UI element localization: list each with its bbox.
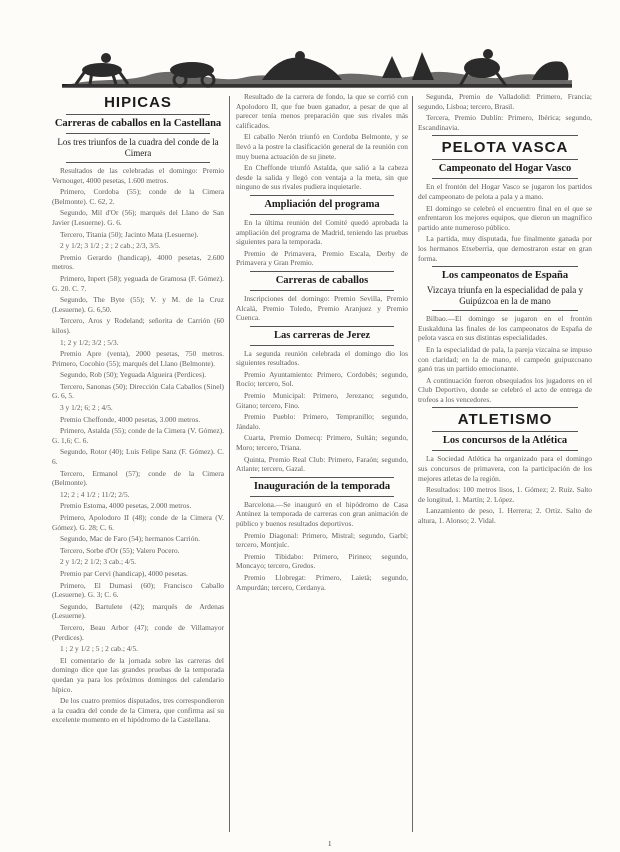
paragraph: Segundo, Mac de Faro (54); hermanos Carrión. [60, 534, 200, 544]
paragraph: El caballo Nerón triunfó en Cordoba Belmonte, y se llevó a la postre la clasificación general de la reunión con muy buena actuación de su jinete. [236, 132, 408, 161]
divider [250, 271, 394, 272]
paragraph: Inscripciones del domingo: Premio Sevilla, Premio Alcalá, Premio Toledo, Premio Aranjuez y Premio Cuenca. [236, 293, 408, 323]
paragraph: Cuarta, Premio Domecq: Primero, Sultán; segundo, Moro; tercero, Triana. [236, 433, 408, 453]
article-title: Inauguración de la temporada [253, 480, 391, 492]
paragraph: Primero, Cordoba (55); conde de la Cimera (Belmonte). C. 62, 2. [52, 187, 224, 206]
paragraph: Tercero, Sanonas (50); Dirección Cala Caballos (Sinel) G. 6, 5. [52, 381, 224, 401]
article-body [52, 166, 224, 725]
paragraph: Segundo, Rotor (40); Luis Felipe Sanz (F. Gómez). C. 6. [52, 447, 224, 467]
paragraph: Bilbao.—El domingo se jugaron en el frontón Euskalduna las finales de los campeonatos de España de pelota vasca en sus distintas especialidades. [418, 314, 592, 343]
paragraph: 1 ; 2 y 1/2 ; 5 ; 2 cab.; 4/5. [60, 644, 139, 654]
paragraph: Tercero, Beau Arbor (47); conde de Villamayor (Perdices). [52, 622, 224, 642]
article-title: Los campeonatos de España [441, 270, 569, 282]
paragraph: 1; 2 y 1/2; 3/2 ; 5/3. [60, 337, 119, 347]
divider [432, 310, 578, 311]
section-title-pelota-vasca: PELOTA VASCA [441, 139, 569, 157]
sports-banner-illustration [62, 40, 572, 96]
paragraph: Tercero, Ermanol (57); conde de la Cimera (Belmonte). [52, 468, 224, 488]
paragraph: 2 y 1/2; 2 1/2; 3 cab.; 4/5. [60, 557, 137, 567]
paragraph: La partida, muy disputada, fue finalmente ganada por los hermanos Etxeberria, que demostraron estar en gran forma. [418, 234, 592, 263]
paragraph: Resultado de la carrera de fondo, la que se corrió con Apolodoro II, que fue buen ganador, a pesar de que al parecer tenía menos preparación que sus rivales más calificados. [236, 92, 408, 130]
paragraph: Lanzamiento de peso, 1. Herrera; 2. Ortiz. Salto de altura, 1. Alonso; 2. Vidal. [418, 506, 592, 526]
paragraph: Resultados de las celebradas el domingo: Premio Vernouget, 4000 pesetas, 1.600 metros. [52, 166, 224, 185]
paragraph: Premio Llobregat: Primero, Laietà; segundo, Ampurdán; tercero, Cerdanya. [236, 572, 408, 592]
paragraph: Premio Gerardo (handicap), 4000 pesetas, 2.600 metros. [52, 252, 224, 272]
paragraph: Premio Estoma, 4000 pesetas, 2.000 metros. [60, 501, 192, 511]
paragraph: Primero, Astalda (55); conde de la Cimera (V. Gómez). G. 1,6; C. 6. [52, 426, 224, 445]
left-column [52, 92, 224, 834]
paragraph: 2 y 1/2; 3 1/2 ; 2 ; 2 cab.; 2/3, 3/5. [60, 241, 161, 251]
page-number: 1 [328, 840, 332, 848]
paragraph: La Sociedad Atlética ha organizado para el domingo sus concursos de primavera, con la participación de los mejores atletas de la región. [418, 454, 592, 483]
article-subtitle: Los tres triunfos de la cuadra del conde de la Cimera [57, 137, 219, 158]
article-title: Ampliación del programa [264, 198, 380, 210]
paragraph: Premio Cheffonde, 4000 pesetas, 3.000 metros. [60, 414, 201, 424]
right-column [418, 92, 592, 834]
paragraph: Segundo, The Byte (55); V. y M. de la Cruz (Lesuerne). G. 6,50. [52, 295, 224, 314]
paragraph: Premio Apre (venta), 2000 pesetas, 750 metros. Primero, Cocohio (55); marqués del Llano (Belmonte). [52, 349, 224, 368]
paragraph: El domingo se celebró el encuentro final en el que se enfrentaron los mejores equipos, que dieron un magnífico partido ante numeroso público. [418, 203, 592, 232]
paragraph: Segundo, Rob (50); Yeguada Algueira (Perdices). [60, 370, 207, 380]
paragraph: Premio Municipal: Primero, Jerezano; segundo, Gitano; tercero, Fino. [236, 391, 408, 410]
paragraph: Quinta, Premio Real Club: Primero, Faraón; segundo, Atlante; tercero, Gazal. [236, 454, 408, 474]
divider [250, 496, 394, 497]
paragraph: Tercero, Sorbe d'Or (55); Valero Pocero. [60, 545, 180, 555]
divider [432, 135, 578, 136]
column-divider [229, 96, 230, 832]
paragraph: Tercero, Titania (50); Jacinto Mata (Lesuerne). [60, 229, 199, 239]
paragraph: El comentario de la jornada sobre las carreras del domingo dice que las grandes pruebas de la temporada quedan ya para los próximos domingos del calendario hípico. [52, 655, 224, 694]
paragraph: Primero, Inpert (58); yeguada de Gramosa (F. Gómez). G. 20. C. 7. [52, 273, 224, 293]
paragraph: Resultados: 100 metros lisos, 1. Gómez; 2. Ruiz. Salto de longitud, 1. Martín; 2. López. [418, 485, 592, 504]
divider [250, 195, 394, 196]
paragraph: Segunda, Premio de Valladolid: Primero, Francia; segundo, Lisboa; tercero, Brasil. [418, 92, 592, 111]
paragraph: En la especialidad de pala, la pareja vizcaína se impuso con claridad; en la de mano, el campeón guipuzcoano ganó tras un partido emocionante. [418, 344, 592, 374]
paragraph: Premio par Cervi (handicap), 4000 pesetas. [60, 568, 188, 578]
paragraph: Tercero, Aros y Rodeland; señorita de Carrión (60 kilos). [52, 316, 224, 335]
article-title: Las carreras de Jerez [273, 329, 371, 341]
column-divider [412, 96, 413, 832]
paragraph: La segunda reunión celebrada el domingo dio los siguientes resultados. [236, 348, 408, 368]
divider [432, 159, 578, 160]
section-title-hipicas: HIPICAS [104, 94, 172, 111]
divider [432, 450, 578, 451]
paragraph: En Cheffonde triunfó Astalda, que salió a la cabeza desde la salida y llegó con ventaja a la meta, sin que ninguno de sus rivales pudiera inquietarle. [236, 163, 408, 192]
divider [66, 133, 210, 134]
paragraph: Premio Diagonal: Primero, Mistral; segundo, Garbí; tercero, Montjuïc. [236, 530, 408, 550]
paragraph: 12; 2 ; 4 1/2 ; 11/2; 2/5. [60, 489, 130, 499]
paragraph: Premio Pueblo: Primero, Tempranillo; segundo, Jándalo. [236, 412, 408, 431]
paragraph: Premio Ayuntamiento: Primero, Cordobés; segundo, Rocío; tercero, Sol. [236, 369, 408, 389]
banner-drawing [62, 40, 572, 96]
middle-column [236, 92, 408, 834]
paragraph: De los cuatro premios disputados, tres correspondieron a la cuadra del conde de la Cimera, que confirma así su excelente momento en el hipódromo de la Castellana. [52, 696, 224, 725]
paragraph: Barcelona.—Se inauguró en el hipódromo de Casa Antúnez la temporada de carreras con gran animación de público y buenos resultados deportivos. [236, 499, 408, 528]
paragraph: En el frontón del Hogar Vasco se jugaron los partidos del campeonato de pelota a pala y a mano. [418, 182, 592, 201]
divider [66, 114, 210, 115]
divider [250, 345, 394, 346]
divider [250, 214, 394, 215]
paragraph: Premio de Primavera, Premio Escala, Derby de Primavera y Gran Premio. [236, 248, 408, 268]
divider [432, 178, 578, 179]
divider [250, 326, 394, 327]
page-footer [0, 836, 620, 848]
article-subtitle: Vizcaya triunfa en la especialidad de pala y Guipúzcoa en la de mano [426, 285, 584, 307]
paragraph: Primero, Apolodoro II (48); conde de la Cimera (V. Gómez). G. 28; C. 6. [52, 513, 224, 532]
paragraph: Segundo, Bartulete (42); marqués de Ardenas (Lesuerne). [52, 601, 224, 621]
section-title-atletismo: ATLETISMO [457, 411, 553, 429]
divider [432, 431, 578, 432]
paragraph: Primero, El Dumasi (60); Francisco Caballo (Lesuerne). G. 3; C. 6. [52, 580, 224, 600]
paragraph: A continuación fueron obsequiados los jugadores en el Club Deportivo, donde se celebró el acto de entrega de trofeos a los vencedores. [418, 375, 592, 404]
divider [250, 477, 394, 478]
divider [432, 407, 578, 408]
article-title: Carreras de caballos en la Castellana [54, 118, 222, 129]
divider [432, 266, 578, 267]
article-title: Los concursos de la Atlética [442, 435, 568, 447]
paragraph: 3 y 1/2; 6; 2 ; 4/5. [60, 403, 113, 413]
paragraph: Segundo, Mil d'Or (56); marqués del Llano de San Javier (Lesuerne). G. 6. [52, 208, 224, 227]
divider [66, 162, 210, 163]
paragraph: Premio Tibidabo: Primero, Pirineo; segundo, Moncayo; tercero, Gredos. [236, 551, 408, 571]
article-title: Carreras de caballos [275, 274, 369, 286]
article-title: Campeonato del Hogar Vasco [438, 163, 572, 175]
divider [250, 290, 394, 291]
paragraph: En la última reunión del Comité quedó aprobada la ampliación del programa de Madrid, teniendo las pruebas siguientes para la temporada. [236, 217, 408, 247]
paragraph: Tercera, Premio Dublín: Primero, Ibérica; segundo, Escandinavia. [418, 113, 592, 132]
